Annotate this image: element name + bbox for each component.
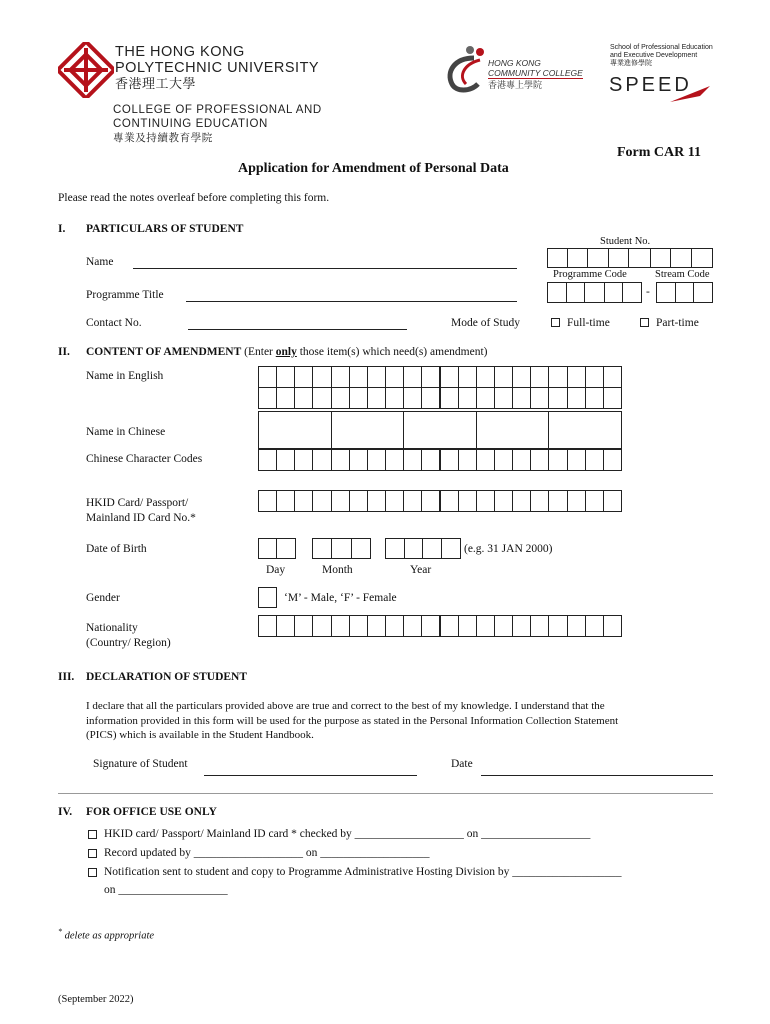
hkid-grid[interactable]	[258, 490, 621, 511]
grid-cell[interactable]	[276, 366, 295, 388]
grid-cell[interactable]	[385, 615, 404, 637]
grid-cell[interactable]	[385, 449, 404, 471]
grid-cell[interactable]	[258, 490, 277, 512]
programme-title-field[interactable]	[186, 301, 517, 302]
grid-cell[interactable]	[440, 615, 459, 637]
name-label: Name	[86, 256, 114, 268]
grid-cell[interactable]	[458, 615, 477, 637]
grid-cell[interactable]	[494, 490, 513, 512]
grid-cell[interactable]	[276, 387, 295, 409]
grid-cell[interactable]	[276, 615, 295, 637]
grid-cell[interactable]	[403, 366, 422, 388]
grid-cell[interactable]	[585, 449, 604, 471]
date-of-birth-label: Date of Birth	[86, 543, 147, 555]
grid-cell[interactable]	[603, 387, 622, 409]
grid-cell[interactable]	[476, 490, 495, 512]
footnote-text: delete as appropriate	[64, 930, 155, 942]
dob-month-boxes[interactable]	[312, 538, 371, 559]
grid-cell[interactable]	[494, 615, 513, 637]
grid-cell[interactable]	[585, 387, 604, 409]
fulltime-label: Full-time	[567, 317, 610, 329]
speed-name-line2: and Executive Development	[610, 52, 698, 59]
grid-cell[interactable]	[476, 615, 495, 637]
grid-cell[interactable]	[367, 449, 386, 471]
grid-cell[interactable]	[440, 490, 459, 512]
grid-cell[interactable]	[403, 490, 422, 512]
grid-cell[interactable]	[385, 387, 404, 409]
grid-cell[interactable]	[530, 449, 549, 471]
day-label: Day	[266, 564, 286, 576]
grid-cell[interactable]	[331, 449, 350, 471]
grid-cell[interactable]	[567, 615, 586, 637]
grid-cell[interactable]	[512, 490, 531, 512]
grid-cell[interactable]	[421, 615, 440, 637]
grid-cell[interactable]	[276, 490, 295, 512]
grid-cell[interactable]	[585, 615, 604, 637]
code-dash: -	[646, 286, 650, 298]
name-english-grid[interactable]	[258, 366, 621, 408]
grid-cell[interactable]	[548, 366, 567, 388]
chinese-character-codes-label: Chinese Character Codes	[86, 453, 203, 465]
grid-cell[interactable]	[312, 490, 331, 512]
declaration-text-line3: (PICS) which is available in the Student Handbook.	[86, 729, 314, 741]
grid-cell[interactable]	[385, 490, 404, 512]
grid-cell[interactable]	[312, 366, 331, 388]
grid-cell[interactable]	[530, 615, 549, 637]
declaration-text-line1: I declare that all the particulars provided above are true and correct to the best of my knowledge. I understand that the	[86, 700, 605, 712]
gender-box[interactable]	[258, 587, 277, 608]
grid-cell[interactable]	[349, 490, 368, 512]
polyu-name-line1: THE HONG KONG	[115, 44, 245, 60]
grid-cell[interactable]	[440, 387, 459, 409]
grid-cell[interactable]	[312, 387, 331, 409]
college-name-chinese: 專業及持續教育學院	[113, 132, 213, 144]
programme-title-label: Programme Title	[86, 289, 164, 301]
student-no-label: Student No.	[600, 236, 651, 247]
speed-logo: SPEED	[609, 74, 692, 96]
stream-code-label: Stream Code	[655, 269, 710, 280]
grid-cell[interactable]	[585, 366, 604, 388]
grid-cell[interactable]	[403, 449, 422, 471]
grid-cell[interactable]	[349, 366, 368, 388]
dob-example: (e.g. 31 JAN 2000)	[464, 543, 553, 555]
grid-cell[interactable]	[367, 387, 386, 409]
grid-cell[interactable]	[512, 387, 531, 409]
section1-heading: PARTICULARS OF STUDENT	[86, 223, 244, 235]
gender-label: Gender	[86, 592, 120, 604]
nationality-label-line1: Nationality	[86, 622, 138, 634]
grid-cell[interactable]	[440, 366, 459, 388]
grid-cell[interactable]	[476, 449, 495, 471]
stream-code-boxes[interactable]	[656, 282, 713, 303]
grid-cell[interactable]	[258, 387, 277, 409]
form-code: Form CAR 11	[617, 145, 701, 160]
dob-day-boxes[interactable]	[258, 538, 296, 559]
grid-cell[interactable]	[331, 411, 405, 449]
name-field[interactable]	[133, 268, 517, 269]
grid-cell[interactable]	[567, 449, 586, 471]
signature-field[interactable]	[204, 775, 417, 776]
grid-cell[interactable]	[421, 490, 440, 512]
office-item-1: HKID card/ Passport/ Mainland ID card * checked by ___________________ on ___________________	[104, 828, 591, 840]
grid-cell[interactable]	[458, 449, 477, 471]
section3-heading: DECLARATION OF STUDENT	[86, 671, 248, 683]
grid-cell[interactable]	[458, 366, 477, 388]
grid-cell[interactable]	[512, 449, 531, 471]
grid-cell[interactable]	[567, 387, 586, 409]
grid-cell[interactable]	[494, 387, 513, 409]
grid-cell[interactable]	[385, 366, 404, 388]
section4-number: IV.	[58, 806, 73, 818]
hkcc-name-chinese: 香港專上學院	[488, 80, 543, 90]
grid-cell[interactable]	[367, 366, 386, 388]
grid-cell[interactable]	[312, 449, 331, 471]
contact-label: Contact No.	[86, 317, 142, 329]
hkid-label-line1: HKID Card/ Passport/	[86, 497, 189, 509]
college-name-line2: CONTINUING EDUCATION	[113, 118, 268, 130]
contact-field[interactable]	[188, 329, 407, 330]
grid-cell[interactable]	[312, 615, 331, 637]
grid-cell[interactable]	[567, 366, 586, 388]
section2-note-post: those item(s) which need(s) amendment)	[296, 346, 488, 358]
grid-cell[interactable]	[548, 411, 622, 449]
grid-cell[interactable]	[331, 615, 350, 637]
name-chinese-grid[interactable]	[258, 411, 621, 448]
grid-cell[interactable]	[512, 615, 531, 637]
grid-cell[interactable]	[458, 387, 477, 409]
gender-note: ‘M’ - Male, ‘F’ - Female	[284, 592, 397, 604]
grid-cell[interactable]	[494, 449, 513, 471]
grid-cell[interactable]	[421, 366, 440, 388]
office-checkbox-3[interactable]	[88, 868, 97, 877]
student-no-boxes[interactable]	[547, 248, 713, 268]
parttime-checkbox[interactable]	[640, 318, 649, 327]
nationality-label-line2: (Country/ Region)	[86, 637, 171, 649]
declaration-text-line2: information provided in this form will be used for the purpose as stated in the Personal Information Collection Statement	[86, 714, 619, 727]
polyu-name-line2: POLYTECHNIC UNIVERSITY	[115, 60, 320, 76]
programme-code-label: Programme Code	[553, 269, 627, 280]
grid-cell[interactable]	[530, 490, 549, 512]
grid-cell[interactable]	[603, 449, 622, 471]
college-name-line1: COLLEGE OF PROFESSIONAL AND	[113, 104, 322, 116]
section4-heading: FOR OFFICE USE ONLY	[86, 806, 217, 818]
office-item-3-cont: on ___________________	[104, 884, 228, 896]
grid-cell[interactable]	[458, 490, 477, 512]
intro-note: Please read the notes overleaf before completing this form.	[58, 192, 330, 204]
grid-cell[interactable]	[603, 366, 622, 388]
grid-cell[interactable]	[294, 387, 313, 409]
grid-cell[interactable]	[403, 615, 422, 637]
grid-cell[interactable]	[548, 387, 567, 409]
grid-cell[interactable]	[258, 615, 277, 637]
grid-cell[interactable]	[367, 615, 386, 637]
section2-heading: CONTENT OF AMENDMENT	[86, 346, 242, 358]
hkcc-name-line2: COMMUNITY COLLEGE	[488, 68, 583, 78]
grid-cell[interactable]	[585, 490, 604, 512]
grid-cell[interactable]	[530, 387, 549, 409]
grid-cell[interactable]	[367, 490, 386, 512]
grid-cell[interactable]	[421, 387, 440, 409]
grid-cell[interactable]	[403, 387, 422, 409]
grid-cell[interactable]	[294, 366, 313, 388]
section2-note-only: only	[275, 346, 297, 358]
grid-cell[interactable]	[476, 366, 495, 388]
office-item-3: Notification sent to student and copy to Programme Administrative Hosting Division by ___________________	[104, 866, 622, 878]
grid-cell[interactable]	[276, 449, 295, 471]
year-label: Year	[410, 564, 432, 576]
grid-cell[interactable]	[548, 615, 567, 637]
programme-code-boxes[interactable]	[547, 282, 642, 303]
grid-cell[interactable]	[258, 449, 277, 471]
footnote-mark: *	[58, 927, 62, 936]
grid-cell[interactable]	[440, 449, 459, 471]
declaration-date-field[interactable]	[481, 775, 713, 776]
hkcc-name-line1: HONG KONG	[488, 58, 541, 68]
grid-cell[interactable]	[603, 490, 622, 512]
office-checkbox-1[interactable]	[88, 830, 97, 839]
hkcc-logo	[444, 44, 594, 94]
grid-cell[interactable]	[294, 615, 313, 637]
grid-cell[interactable]	[331, 490, 350, 512]
grid-cell[interactable]	[258, 411, 332, 449]
grid-cell[interactable]	[349, 615, 368, 637]
polyu-logo	[58, 42, 114, 98]
name-english-label: Name in English	[86, 370, 164, 382]
section-divider	[58, 793, 713, 794]
grid-cell[interactable]	[331, 366, 350, 388]
nationality-grid[interactable]	[258, 615, 621, 636]
speed-swoosh-icon	[670, 84, 712, 104]
hkid-label-line2: Mainland ID Card No.*	[86, 512, 196, 524]
name-chinese-label: Name in Chinese	[86, 426, 166, 438]
dob-year-boxes[interactable]	[385, 538, 461, 559]
office-checkbox-2[interactable]	[88, 849, 97, 858]
polyu-name-chinese: 香港理工大學	[115, 76, 197, 91]
speed-name-line1: School of Professional Education	[610, 44, 713, 51]
grid-cell[interactable]	[331, 387, 350, 409]
signature-label: Signature of Student	[93, 758, 188, 770]
grid-cell[interactable]	[349, 387, 368, 409]
grid-cell[interactable]	[567, 490, 586, 512]
grid-cell[interactable]	[530, 366, 549, 388]
grid-cell[interactable]	[294, 449, 313, 471]
grid-cell[interactable]	[258, 366, 277, 388]
footer-date: (September 2022)	[58, 994, 134, 1005]
grid-cell[interactable]	[476, 387, 495, 409]
grid-cell[interactable]	[294, 490, 313, 512]
declaration-date-label: Date	[451, 758, 473, 770]
speed-name-chinese: 專業進修學院	[610, 60, 652, 67]
section3-number: III.	[58, 671, 75, 683]
page-title: Application for Amendment of Personal Data	[238, 161, 509, 176]
section1-number: I.	[58, 223, 66, 235]
section2-note-pre: (Enter	[244, 346, 276, 358]
grid-cell[interactable]	[349, 449, 368, 471]
mode-of-study-label: Mode of Study	[451, 317, 520, 329]
chinese-character-codes-grid[interactable]	[258, 449, 621, 470]
office-item-2: Record updated by ___________________ on ___________________	[104, 847, 430, 859]
polyu-emblem-icon	[58, 42, 114, 98]
grid-cell[interactable]	[494, 366, 513, 388]
grid-cell[interactable]	[476, 411, 550, 449]
fulltime-checkbox[interactable]	[551, 318, 560, 327]
parttime-label: Part-time	[656, 317, 699, 329]
month-label: Month	[322, 564, 353, 576]
grid-cell[interactable]	[403, 411, 477, 449]
grid-cell[interactable]	[548, 449, 567, 471]
grid-cell[interactable]	[421, 449, 440, 471]
grid-cell[interactable]	[603, 615, 622, 637]
grid-cell[interactable]	[512, 366, 531, 388]
section2-number: II.	[58, 346, 70, 358]
grid-cell[interactable]	[548, 490, 567, 512]
